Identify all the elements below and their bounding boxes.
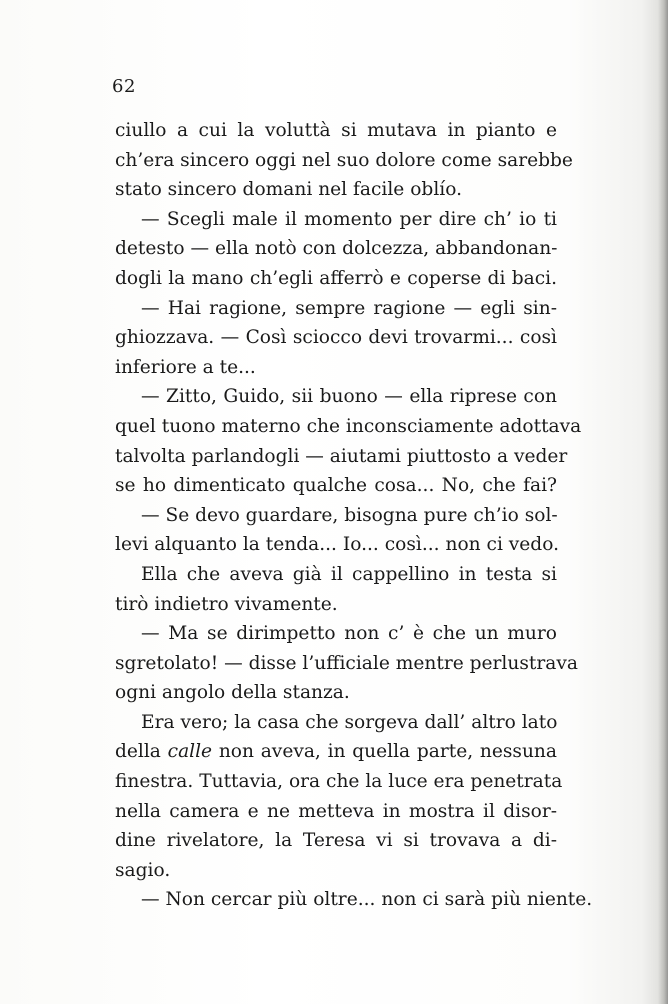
text-line	[115, 737, 557, 767]
text-line: dogli la mano ch’egli afferrò e coperse di baci.	[115, 267, 557, 289]
text-segment: della	[115, 741, 168, 763]
text-line: ghiozzava. — Così sciocco devi trovarmi... così	[115, 327, 557, 349]
text-line: detesto — ella notò con dolcezza, abbandonan-	[115, 238, 558, 260]
text-line: ch’era sincero oggi nel suo dolore come sarebbe	[115, 149, 573, 171]
text-line: — Scegli male il momento per dire ch’ io ti	[141, 208, 557, 230]
text-line: inferiore a te...	[115, 356, 256, 378]
body-text	[115, 116, 593, 915]
text-line: — Ma se dirimpetto non c’ è che un muro	[141, 623, 557, 645]
text-line: quel tuono materno che inconsciamente adottava	[115, 415, 582, 437]
text-line: — Zitto, Guido, sii buono — ella riprese con	[141, 386, 557, 408]
italic-word: calle	[167, 741, 213, 763]
text-line: ciullo a cui la voluttà si mutava in pianto e	[115, 120, 557, 141]
text-line: tirò indietro vivamente.	[115, 593, 338, 615]
text-line: levi alquanto la tenda... Io... così... non ci vedo.	[115, 534, 559, 556]
text-line: Ella che aveva già il cappellino in testa si	[141, 563, 557, 585]
text-line: — Non cercar più oltre... non ci sarà più niente.	[141, 889, 593, 911]
text-line: Era vero; la casa che sorgeva dall’ altro lato	[141, 711, 558, 733]
text-line: sagio.	[115, 859, 171, 881]
text-segment: non aveva, in quella parte, nessuna	[212, 741, 557, 763]
text-line: nella camera e ne metteva in mostra il disor-	[115, 800, 557, 822]
page-edge-shadow	[658, 0, 668, 1004]
page-number: 62	[112, 76, 136, 97]
text-line: stato sincero domani nel facile oblío.	[115, 179, 462, 201]
text-line: talvolta parlandogli — aiutami piuttosto a veder	[115, 445, 568, 467]
text-line: ogni angolo della stanza.	[115, 682, 350, 704]
text-line: finestra. Tuttavia, ora che la luce era penetrata	[115, 771, 563, 793]
text-line: dine rivelatore, la Teresa vi si trovava a di-	[115, 830, 557, 852]
text-line: sgretolato! — disse l’ufficiale mentre perlustrava	[115, 652, 578, 674]
text-line: se ho dimenticato qualche cosa... No, che fai?	[115, 475, 557, 497]
text-line: — Se devo guardare, bisogna pure ch’io sol-	[141, 504, 558, 526]
text-line: — Hai ragione, sempre ragione — egli sin-	[141, 297, 557, 319]
